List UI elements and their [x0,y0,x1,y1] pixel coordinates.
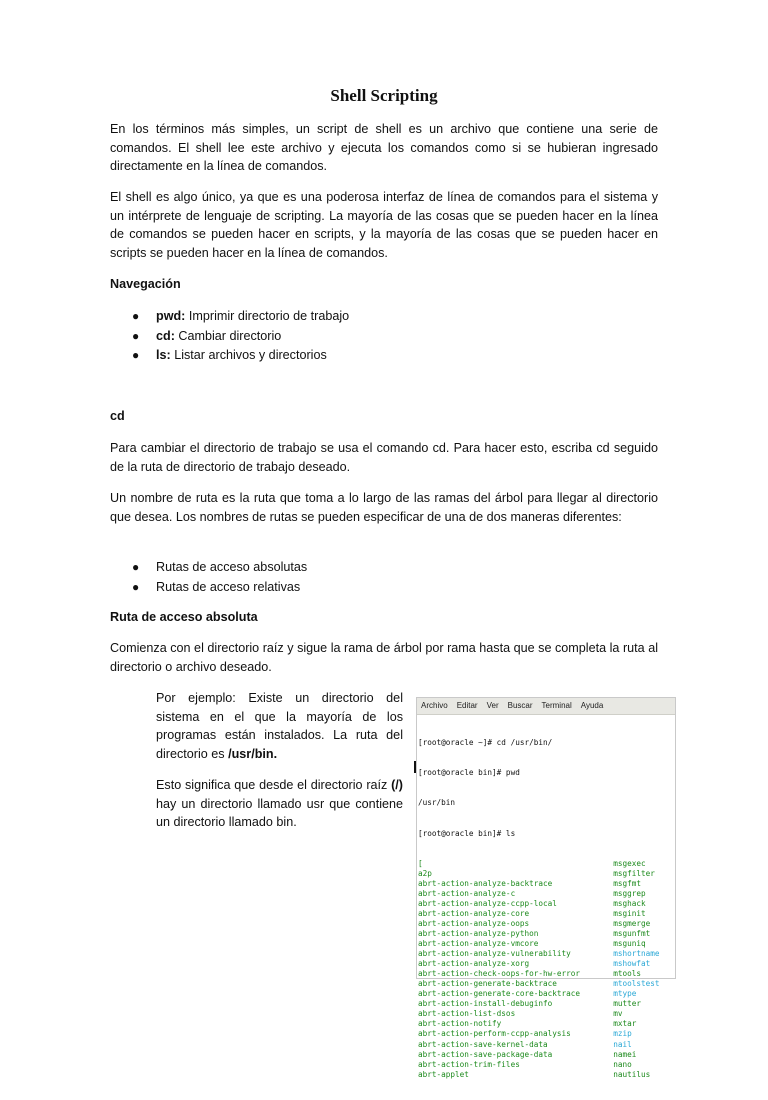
list-item [110,558,307,578]
explanation-text-end: hay un directorio llamado usr que contiene un directorio llamado bin. [156,796,403,830]
ls-entry: msgfmt [613,878,642,888]
menu-terminal: Terminal [541,701,572,710]
list-item-label: Rutas de acceso absolutas [156,560,308,574]
pathname-paragraph: Un nombre de ruta es la ruta que toma a lo largo de las ramas del árbol para llegar al directorio que desea. Los nombres de rutas se pueden especificar de una de dos maneras diferentes: [110,491,658,524]
ls-entry: mutter [613,999,642,1009]
root-explanation-paragraph [156,776,403,832]
ls-entry: nautilus [613,1069,651,1079]
example-paragraph [156,689,403,763]
command-description: Cambiar directorio [174,328,282,343]
cd-paragraph: Para cambiar el directorio de trabajo se usa el comando cd. Para hacer esto, escriba cd seguido de la ruta de directorio de trabajo deseado. [110,441,658,474]
cd-heading: cd [110,409,125,423]
ls-output [418,859,675,1080]
absolute-route-heading: Ruta de acceso absoluta [110,610,258,624]
ls-entry: namei [613,1049,637,1059]
command-description: Imprimir directorio de trabajo [185,309,350,323]
ls-entry: mtools [613,969,642,979]
ls-entry: abrt-action-analyze-ccpp-local [418,898,557,908]
page-title: Shell Scripting [330,86,438,105]
command-description: Listar archivos y directorios [170,348,327,362]
ls-entry: nano [613,1059,632,1069]
list-item-label: Rutas de acceso relativas [156,579,301,594]
ls-entry: abrt-action-perform-ccpp-analysis [418,1029,571,1039]
bullet-icon: ● [132,579,140,594]
bullet-icon: ● [132,560,140,574]
terminal-screenshot [416,697,676,1079]
navigation-list [110,307,349,366]
ls-entry: msggrep [613,888,646,898]
ls-entry: abrt-action-check-oops-for-hw-error [418,969,580,979]
ls-entry: abrt-action-analyze-xorg [418,959,530,969]
ls-entry: mzip [613,1029,632,1039]
ls-entry: msgunfmt [613,928,651,938]
ls-entry: abrt-action-trim-files [418,1059,520,1069]
list-item [110,578,307,598]
root-symbol: (/) [391,778,403,792]
ls-entry: mtoolstest [613,979,660,989]
route-types-list [110,558,307,597]
ls-entry: msgmerge [613,918,651,928]
example-text: Por ejemplo: Existe un directorio del sistema en el que la mayoría de los programas están instalados. La ruta del directorio es [156,691,403,761]
ls-entry: msgexec [613,858,646,868]
menu-editar: Editar [456,701,478,710]
terminal-line: [root@oracle ~]# cd /usr/bin/ [418,738,553,748]
ls-entry: abrt-action-analyze-oops [418,918,530,928]
ls-entry: abrt-action-analyze-vmcore [418,939,539,949]
ls-entry: [ [418,858,423,868]
menu-ver: Ver [486,701,499,710]
ls-entry: mshowfat [613,959,651,969]
ls-entry: abrt-action-save-package-data [418,1049,553,1059]
intro-paragraph: En los términos más simples, un script de shell es un archivo que contiene una serie de comandos. El shell lee este archivo y ejecuta los comandos como si se hubieran ingresado directamente en la línea de comandos. [110,122,658,174]
command-name: cd: [156,328,175,343]
ls-entry: a2p [418,868,432,878]
ls-entry: mshortname [613,949,660,959]
ls-entry: abrt-applet [418,1069,469,1079]
ls-entry: abrt-action-list-dsos [418,1009,516,1019]
ls-entry: abrt-action-analyze-python [418,928,539,938]
bullet-icon: ● [132,348,140,362]
menu-buscar: Buscar [507,701,533,710]
command-name: pwd: [156,309,186,323]
bullet-icon: ● [132,309,140,323]
ls-entry: abrt-action-analyze-vulnerability [418,949,571,959]
absolute-route-paragraph: Comienza con el directorio raíz y sigue la rama de árbol por rama hasta que se completa la ruta al directorio o archivo deseado. [110,641,658,674]
menu-ayuda: Ayuda [580,701,604,710]
list-item [110,327,349,347]
ls-entry: abrt-action-save-kernel-data [418,1039,548,1049]
ls-entry: abrt-action-analyze-core [418,908,530,918]
ls-entry: mxtar [613,1019,637,1029]
ls-column-right [613,859,675,1080]
explanation-text: Esto significa que desde el directorio raíz [156,778,392,792]
ls-entry: mv [613,1009,623,1019]
ls-entry: abrt-action-analyze-backtrace [418,878,553,888]
ls-entry: msgfilter [613,868,655,878]
ls-entry: abrt-action-install-debuginfo [418,999,553,1009]
ls-column-left [418,859,613,1080]
terminal-menu-bar [417,698,675,715]
menu-archivo: Archivo [421,701,448,710]
command-name: ls: [156,348,171,362]
terminal-output [417,715,675,1100]
terminal-line: [root@oracle bin]# pwd [418,768,520,778]
ls-entry: msginit [613,908,646,918]
ls-entry: abrt-action-generate-backtrace [418,979,557,989]
list-item [110,346,349,366]
ls-entry: abrt-action-generate-core-backtrace [418,989,580,999]
terminal-line: [root@oracle bin]# ls [418,828,516,838]
terminal-line: /usr/bin [418,798,456,808]
ls-entry: nail [613,1039,632,1049]
ls-entry: mtype [613,989,637,999]
list-item [110,307,349,327]
ls-entry: msghack [613,898,646,908]
shell-description-paragraph: El shell es algo único, ya que es una poderosa interfaz de línea de comandos para el sistema y un intérprete de lenguaje de scripting. La mayoría de las cosas que se pueden hacer en la línea de comandos se pueden hacer en scripts, y la mayoría de las cosas que se pueden hacer en scripts se pueden hacer en la línea de comandos. [110,190,658,260]
ls-entry: msguniq [613,939,646,949]
example-path: /usr/bin. [228,746,278,761]
ls-entry: abrt-action-notify [418,1019,502,1029]
ls-entry: abrt-action-analyze-c [418,888,516,898]
navigation-heading: Navegación [110,277,181,291]
bullet-icon: ● [132,328,140,343]
